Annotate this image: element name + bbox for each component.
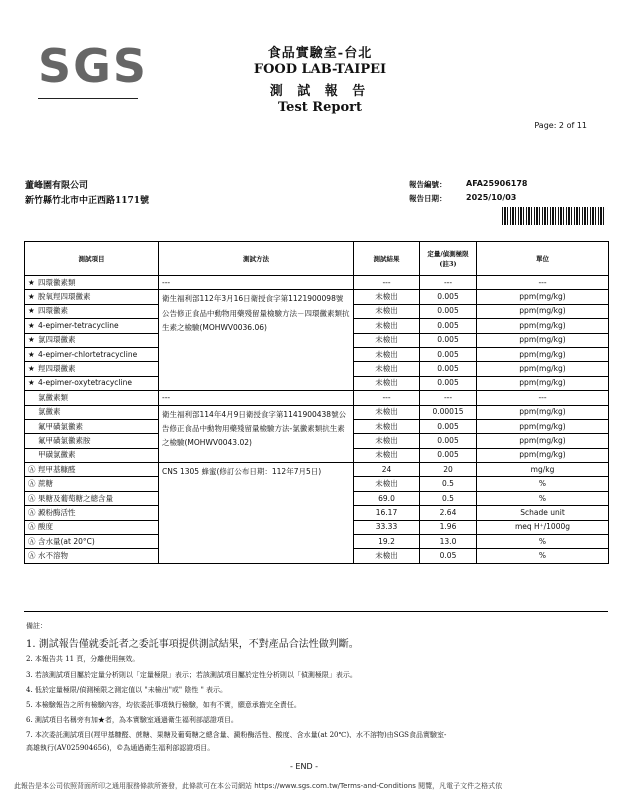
result-cell: 未檢出 [354, 362, 420, 376]
mark: ★ [28, 320, 35, 330]
mark: Ⓐ [28, 479, 36, 489]
limit-cell: 0.005 [420, 376, 477, 390]
unit-cell: ppm(mg/kg) [477, 347, 609, 361]
limit-cell: 0.005 [420, 419, 477, 433]
item-name: 四環黴素 [38, 306, 68, 316]
note-4: 4. 低於定量極限/偵測極限之測定值以 "未檢出"或" 陰性 " 表示。 [26, 686, 228, 694]
table-header-row [25, 242, 609, 276]
item-name: 脫氧羥四環黴素 [38, 292, 91, 302]
footer-text: 此報告是本公司依照背面所印之通用服務條款所簽發，此條款可在本公司網站 https://www.sgs.com.tw/Terms-and-Conditions 閱覽，凡電子文件之格式依 [14, 782, 503, 790]
note-7: 7. 本次委託測試項目(羥甲基糠醛、蔗糖、果糖及葡萄糖之總含量、澱粉酶活性、酸度、含水量(at 20℃)、水不溶物)由SGS食品實驗室- [26, 731, 447, 739]
unit-cell: % [477, 477, 609, 491]
item-cell [25, 333, 159, 347]
result-cell: 19.2 [354, 535, 420, 549]
method-cell: --- [159, 391, 354, 405]
item-name: 蔗糖 [38, 479, 53, 489]
note-7-cont: 高雄執行(AV025904656)，©為通過衛生福利部認證項目。 [26, 744, 215, 752]
item-name: 氟甲磺氯黴素胺 [38, 435, 91, 445]
item-cell [25, 463, 159, 477]
note-3: 3. 若該測試項目屬於定量分析則以「定量極限」表示；若該測試項目屬於定性分析則以「偵測極限」表示。 [26, 671, 357, 679]
result-cell: --- [354, 276, 420, 290]
mark: ★ [28, 292, 35, 302]
item-name: 羥四環黴素 [38, 364, 76, 374]
item-cell [25, 276, 159, 290]
limit-cell: 0.005 [420, 448, 477, 462]
item-cell [25, 319, 159, 333]
header-unit: 單位 [477, 242, 609, 276]
table-row [25, 391, 609, 405]
item-cell [25, 506, 159, 520]
item-cell [25, 347, 159, 361]
mark: Ⓐ [28, 507, 36, 517]
method-cell: CNS 1305 蜂蜜(修訂公布日期：112年7月5日) [159, 463, 354, 564]
results-table [24, 241, 609, 564]
report-no-label: 報告編號： [409, 180, 447, 189]
limit-cell: 0.05 [420, 549, 477, 563]
limit-cell: 0.5 [420, 477, 477, 491]
note-6: 6. 測試項目名稱旁有加★者，為本實驗室通過衛生福利部認證項目。 [26, 716, 238, 724]
item-name: 氯黴素 [38, 407, 61, 417]
header-item: 測試項目 [25, 242, 159, 276]
page-number: Page: 2 of 11 [534, 121, 587, 130]
item-cell [25, 434, 159, 448]
item-name: 澱粉酶活性 [38, 507, 76, 517]
item-cell [25, 405, 159, 419]
item-cell [25, 290, 159, 304]
unit-cell: mg/kg [477, 463, 609, 477]
end-marker: - END - [290, 762, 319, 771]
result-cell: 未檢出 [354, 347, 420, 361]
unit-cell: ppm(mg/kg) [477, 362, 609, 376]
result-cell: 未檢出 [354, 434, 420, 448]
result-cell: 69.0 [354, 491, 420, 505]
unit-cell: ppm(mg/kg) [477, 304, 609, 318]
limit-cell: 1.96 [420, 520, 477, 534]
item-cell [25, 391, 159, 405]
limit-cell: 2.64 [420, 506, 477, 520]
method-cell: 衛生福利部112年3月16日衛授食字第1121900098號公告修正食品中動物用藥殘留量檢驗方法－四環黴素類抗生素之檢驗(MOHWV0036.06) [159, 290, 354, 391]
unit-cell: ppm(mg/kg) [477, 319, 609, 333]
unit-cell: Schade unit [477, 506, 609, 520]
limit-cell: --- [420, 391, 477, 405]
item-cell [25, 549, 159, 563]
item-name: 四環黴素類 [38, 277, 76, 287]
mark: ★ [28, 306, 35, 316]
limit-cell: 0.005 [420, 347, 477, 361]
result-cell: 24 [354, 463, 420, 477]
limit-cell: 20 [420, 463, 477, 477]
limit-cell: 13.0 [420, 535, 477, 549]
mark: Ⓐ [28, 536, 36, 546]
result-cell: 未檢出 [354, 419, 420, 433]
mark: ★ [28, 349, 35, 359]
item-cell [25, 304, 159, 318]
limit-cell: 0.005 [420, 362, 477, 376]
unit-cell: % [477, 549, 609, 563]
mark: ★ [28, 335, 35, 345]
mark: ★ [28, 378, 35, 388]
result-cell: 未檢出 [354, 448, 420, 462]
item-name: 氯四環黴素 [38, 335, 76, 345]
item-name: 果糖及葡萄糖之總含量 [38, 493, 113, 503]
item-cell [25, 362, 159, 376]
header-result: 測試結果 [354, 242, 420, 276]
lab-title-en: FOOD LAB-TAIPEI [253, 62, 387, 77]
result-cell: 未檢出 [354, 290, 420, 304]
item-cell [25, 477, 159, 491]
result-cell: --- [354, 391, 420, 405]
result-cell: 16.17 [354, 506, 420, 520]
item-cell [25, 491, 159, 505]
item-cell [25, 448, 159, 462]
table-row [25, 290, 609, 304]
limit-cell: 0.005 [420, 319, 477, 333]
item-cell [25, 520, 159, 534]
unit-cell: ppm(mg/kg) [477, 290, 609, 304]
note-1: 1. 測試報告僅就委託者之委託事項提供測試結果，不對產品合法性做判斷。 [26, 639, 359, 650]
limit-cell: 0.00015 [420, 405, 477, 419]
logo-text: SGS [38, 39, 149, 93]
header-method: 測試方法 [159, 242, 354, 276]
item-name: 甲磺氯黴素 [38, 450, 76, 460]
note-5: 5. 本檢驗報告之所有檢驗內容，均依委託事項執行檢驗，如有不實，願意承擔完全責任。 [26, 701, 301, 709]
limit-cell: 0.005 [420, 304, 477, 318]
unit-cell: ppm(mg/kg) [477, 434, 609, 448]
unit-cell: % [477, 535, 609, 549]
mark: Ⓐ [28, 551, 36, 561]
header-limit: 定量/偵測極限(註3) [420, 242, 477, 276]
limit-cell: 0.005 [420, 290, 477, 304]
report-date-label: 報告日期： [409, 194, 447, 203]
client-address: 新竹縣竹北市中正西路1171號 [25, 196, 150, 206]
result-cell: 未檢出 [354, 333, 420, 347]
report-title-en: Test Report [278, 100, 362, 115]
unit-cell: --- [477, 276, 609, 290]
item-name: 4-epimer-oxytetracycline [38, 378, 132, 388]
item-name: 羥甲基糠醛 [38, 464, 76, 474]
unit-cell: ppm(mg/kg) [477, 333, 609, 347]
unit-cell: % [477, 491, 609, 505]
barcode [502, 207, 606, 225]
unit-cell: meq H⁺/1000g [477, 520, 609, 534]
separator [24, 611, 608, 612]
item-name: 4-epimer-chlortetracycline [38, 349, 138, 359]
unit-cell: ppm(mg/kg) [477, 419, 609, 433]
mark: ★ [28, 277, 35, 287]
item-cell [25, 376, 159, 390]
table-row [25, 463, 609, 477]
item-name: 酸度 [38, 522, 53, 532]
limit-cell: 0.005 [420, 333, 477, 347]
unit-cell: ppm(mg/kg) [477, 405, 609, 419]
limit-cell: 0.005 [420, 434, 477, 448]
result-cell: 未檢出 [354, 549, 420, 563]
logo-line [38, 98, 138, 99]
item-name: 水不溶物 [38, 551, 68, 561]
report-title-zh: 測 試 報 告 [269, 84, 371, 99]
item-name: 含水量(at 20°C) [38, 536, 95, 546]
unit-cell: ppm(mg/kg) [477, 448, 609, 462]
item-name: 氯黴素類 [38, 392, 68, 402]
mark: Ⓐ [28, 464, 36, 474]
result-cell: 未檢出 [354, 477, 420, 491]
item-name: 4-epimer-tetracycline [38, 320, 119, 330]
item-cell [25, 535, 159, 549]
limit-cell: --- [420, 276, 477, 290]
report-no-value: AFA25906178 [466, 179, 528, 188]
item-name: 氟甲磺氯黴素 [38, 421, 83, 431]
report-date-value: 2025/10/03 [466, 193, 517, 202]
result-cell: 未檢出 [354, 304, 420, 318]
client-name: 董峰園有限公司 [25, 181, 89, 191]
result-cell: 未檢出 [354, 376, 420, 390]
method-cell: --- [159, 276, 354, 290]
table-row [25, 276, 609, 290]
lab-title-zh: 食品實驗室-台北 [267, 46, 373, 61]
result-cell: 未檢出 [354, 319, 420, 333]
mark: Ⓐ [28, 522, 36, 532]
result-cell: 未檢出 [354, 405, 420, 419]
limit-cell: 0.5 [420, 491, 477, 505]
note-2: 2. 本報告共 11 頁，分離使用無效。 [26, 655, 140, 663]
mark: ★ [28, 364, 35, 374]
notes-title: 備註： [26, 622, 47, 630]
result-cell: 33.33 [354, 520, 420, 534]
table-row [25, 405, 609, 419]
item-cell [25, 419, 159, 433]
unit-cell: --- [477, 391, 609, 405]
method-cell: 衛生福利部114年4月9日衛授食字第1141900438號公告修正食品中動物用藥殘留量檢驗方法-氯黴素類抗生素之檢驗(MOHWV0043.02) [159, 405, 354, 463]
unit-cell: ppm(mg/kg) [477, 376, 609, 390]
mark: Ⓐ [28, 493, 36, 503]
sgs-logo [38, 36, 149, 100]
